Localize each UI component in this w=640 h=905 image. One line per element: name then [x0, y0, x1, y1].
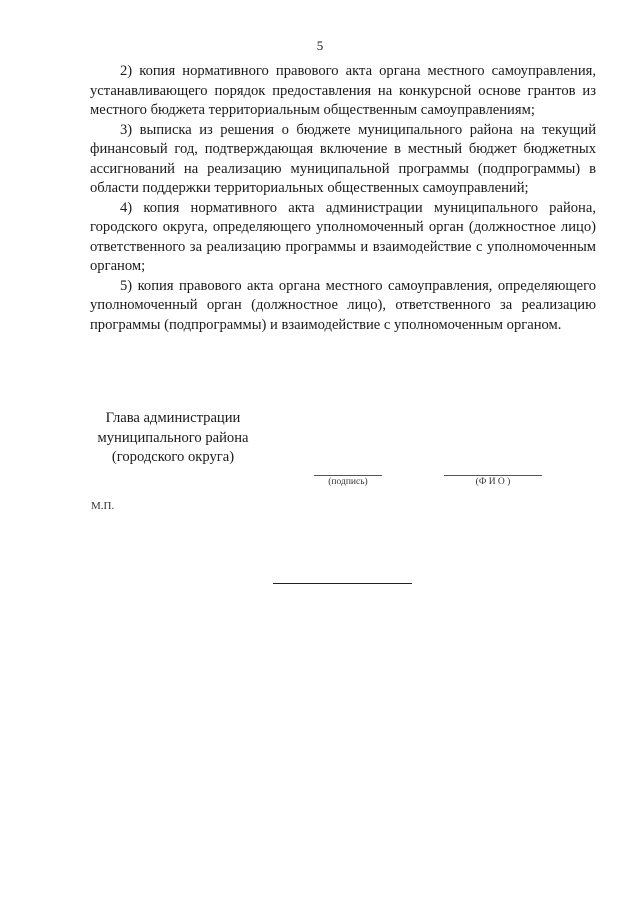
name-caption: (Ф И О ) [475, 477, 511, 487]
signatory-title-line: муниципального района [97, 429, 249, 446]
page-number: 5 [316, 38, 324, 53]
list-item-4: 4) копия нормативного акта администрации муниципального района, городского округа, определяющего уполномоченный орган (должностное лицо) ответственного за реализацию программы и взаимодействие с уполномоченным органом; [90, 199, 596, 274]
signatory-title-line: Глава администрации [105, 410, 241, 426]
signature-caption: (подпись) [328, 477, 368, 487]
signatory-title-line: (городского округа) [111, 449, 235, 465]
stamp-label: М.П. [91, 500, 115, 512]
document-body [90, 62, 596, 335]
signatory-title [90, 409, 256, 468]
list-item-5: 5) копия правового акта органа местного самоуправления, определяющего уполномоченный орган (должностное лицо), ответственного за реализацию программы (подпрограммы) и взаимодействие с уполномоченным органом. [90, 277, 596, 333]
list-item-2: 2) копия нормативного правового акта органа местного самоуправления, устанавливающего порядок предоставления на конкурсной основе грантов из местного бюджета территориальным общественным самоуправлениям; [90, 63, 596, 118]
signature-line [314, 475, 382, 476]
name-line [444, 475, 542, 476]
list-item-3: 3) выписка из решения о бюджете муниципального района на текущий финансовый год, подтверждающая включение в местный бюджет бюджетных ассигнований на реализацию муниципальной программы (подпрограммы) в области поддержки территориальных общественных самоуправлений; [90, 121, 596, 196]
document-end-rule [273, 583, 412, 584]
